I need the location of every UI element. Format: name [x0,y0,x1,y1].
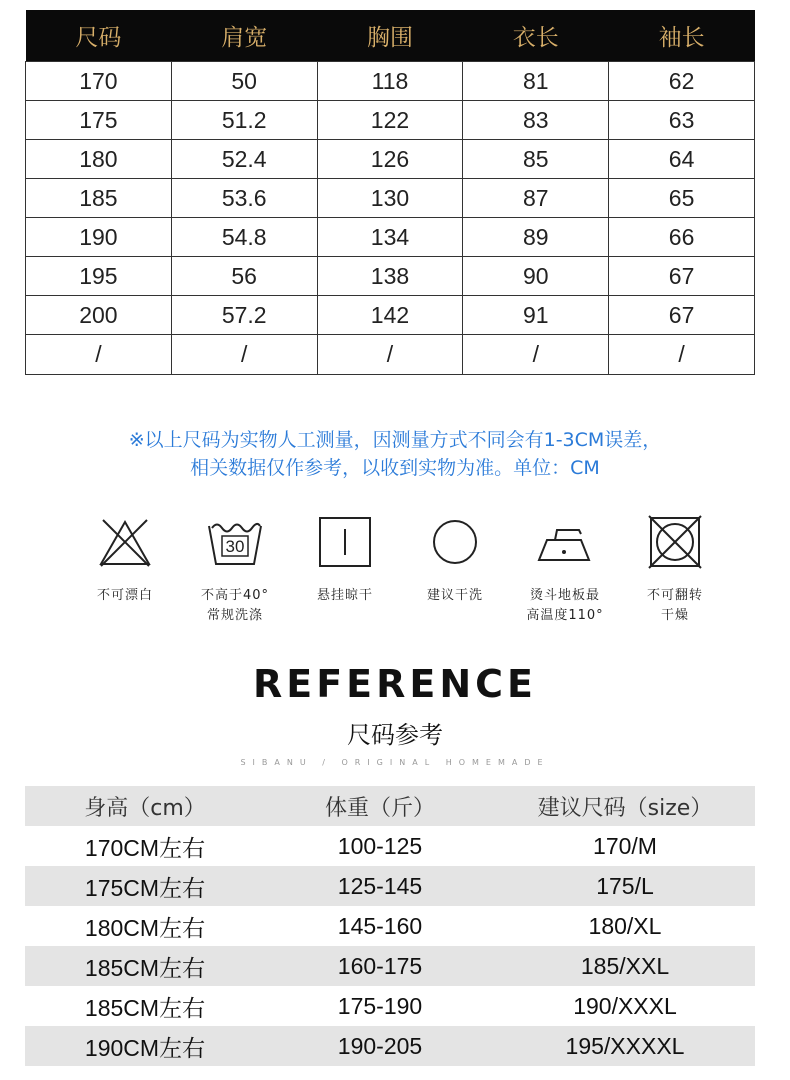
table-row [26,257,755,296]
care-item-hang-dry [290,512,400,626]
table-cell: / [26,335,172,375]
table-cell: 81 [463,62,609,101]
table-cell: 170/M [593,832,657,859]
table-cell: 142 [317,296,463,335]
care-item-no-tumble-dry [620,512,730,626]
hang-dry-icon [313,512,377,572]
header-weight: 体重（斤） [265,786,495,826]
table-cell: 51.2 [171,101,317,140]
wash-30-icon [203,512,267,572]
table-cell: 100-125 [337,832,423,859]
reference-table-body [25,826,755,1066]
table-row [25,1026,755,1066]
table-cell: 91 [463,296,609,335]
table-cell: 180/XL [588,912,662,939]
header-length: 衣长 [463,10,609,62]
reference-subtitle: 尺码参考 [347,721,443,749]
table-cell: 66 [609,218,755,257]
table-cell: 50 [171,62,317,101]
table-cell: 83 [463,101,609,140]
table-cell: 63 [609,101,755,140]
table-row [26,101,755,140]
care-item-dry-clean [400,512,510,626]
table-row [26,335,755,375]
no-tumble-dry-icon [643,512,707,572]
table-cell: 122 [317,101,463,140]
table-cell: 53.6 [171,179,317,218]
table-row [26,140,755,179]
care-label-no-bleach: 不可漂白 [96,588,153,603]
table-cell: / [609,335,755,375]
table-cell: 175-190 [337,992,423,1019]
table-cell: 180CM左右 [84,914,206,941]
header-sleeve: 袖长 [609,10,755,62]
care-label-wash-30: 不高于40° 常规洗涤 [200,588,270,623]
table-cell: / [463,335,609,375]
table-cell: 190-205 [265,1026,495,1066]
care-item-wash-30 [180,512,290,626]
table-cell: 64 [609,140,755,179]
table-cell: 62 [609,62,755,101]
table-row [25,946,755,986]
table-cell: 185CM左右 [84,994,206,1021]
table-cell: 190CM左右 [25,1026,265,1066]
header-height: 身高（cm） [25,786,265,826]
table-cell: 54.8 [171,218,317,257]
table-cell: 130 [317,179,463,218]
table-cell: / [171,335,317,375]
table-cell: 56 [171,257,317,296]
table-row [25,866,755,906]
table-cell: 85 [463,140,609,179]
table-row [25,986,755,1026]
wash-temp-text: 30 [225,537,245,556]
table-cell: 145-160 [337,912,423,939]
dry-clean-icon [423,512,487,572]
table-cell: 52.4 [171,140,317,179]
header-size: 尺码 [26,10,172,62]
reference-title: REFERENCE [252,662,537,706]
table-cell: 118 [317,62,463,101]
no-bleach-icon [93,512,157,572]
size-table-header [26,10,755,62]
table-cell: 195 [26,257,172,296]
table-cell: 190 [26,218,172,257]
care-item-no-bleach [70,512,180,626]
table-cell: 125-145 [265,866,495,906]
table-cell: 160-175 [265,946,495,986]
care-instructions [70,512,730,626]
table-cell: 185 [26,179,172,218]
note-line-1: ※以上尺码为实物人工测量，因测量方式不同会有1-3CM误差， [128,429,662,451]
care-label-iron: 烫斗地板最 高温度110° [526,588,604,623]
measurement-note [0,426,790,482]
table-row [26,218,755,257]
table-cell: 175/L [495,866,755,906]
note-line-2: 相关数据仅作参考，以收到实物为准。单位：CM [190,457,600,479]
table-cell: 170CM左右 [84,834,206,861]
care-label-hang-dry: 悬挂晾干 [316,588,373,603]
table-row [26,296,755,335]
care-label-no-tumble-dry: 不可翻转 干燥 [646,588,703,623]
table-cell: 65 [609,179,755,218]
reference-table [25,786,755,1066]
table-row [26,179,755,218]
table-cell: 170 [26,62,172,101]
size-table-body [26,62,755,375]
table-cell: 87 [463,179,609,218]
table-cell: 67 [609,296,755,335]
table-cell: 134 [317,218,463,257]
table-cell: 90 [463,257,609,296]
table-cell: 195/XXXXL [495,1026,755,1066]
size-table [25,10,755,375]
table-row [26,62,755,101]
table-cell: / [317,335,463,375]
table-cell: 190/XXXL [573,992,677,1019]
care-label-dry-clean: 建议干洗 [426,588,483,603]
header-recommended-size: 建议尺码（size） [495,786,755,826]
header-shoulder: 肩宽 [171,10,317,62]
header-chest: 胸围 [317,10,463,62]
brand-tagline: SIBANU / ORIGINAL HOMEMADE [240,758,550,767]
table-cell: 175 [26,101,172,140]
iron-icon [533,512,597,572]
table-row [25,826,755,866]
table-cell: 175CM左右 [25,866,265,906]
reference-table-header [25,786,755,826]
table-cell: 185/XXL [495,946,755,986]
table-cell: 57.2 [171,296,317,335]
care-item-iron [510,512,620,626]
table-cell: 138 [317,257,463,296]
table-row [25,906,755,946]
table-cell: 67 [609,257,755,296]
table-cell: 126 [317,140,463,179]
table-cell: 180 [26,140,172,179]
table-cell: 89 [463,218,609,257]
table-cell: 185CM左右 [25,946,265,986]
table-cell: 200 [26,296,172,335]
